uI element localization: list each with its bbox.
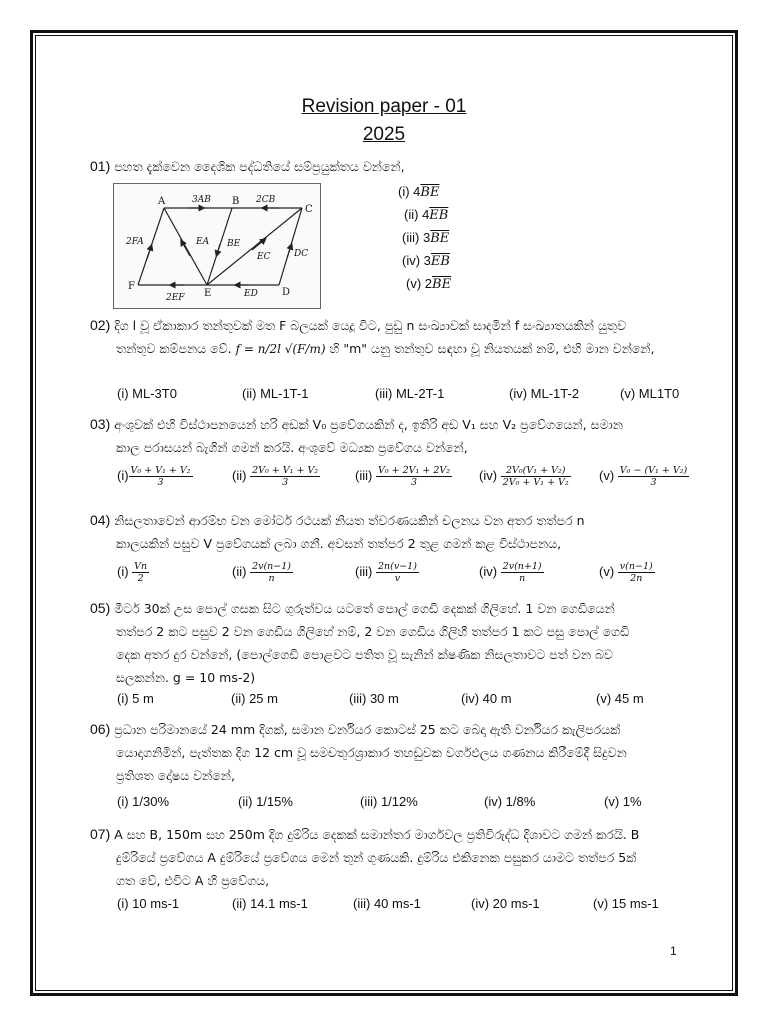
option-1[interactable]: (i) 1/30% <box>117 794 170 809</box>
question-text-line-1: A සහ B, 150m සහ 250m දිග දුම්රිය දෙකක් සමාන්තර මාර්ගවල ප්‍රතිවිරුද්ධ දිශාවට ගමන් කරයි. B <box>114 827 640 842</box>
option-1[interactable]: (i) 10 ms-1 <box>117 896 180 911</box>
option-5[interactable]: (v) 15 ms-1 <box>593 896 659 911</box>
label-B: B <box>232 196 240 207</box>
question-number: 01) <box>90 158 111 174</box>
question-number: 07) <box>90 826 111 842</box>
page-number: 1 <box>670 944 677 958</box>
question-2 <box>90 314 690 361</box>
option-1[interactable]: (i) 5 m <box>117 691 154 706</box>
label-E: E <box>204 288 212 299</box>
question-3 <box>90 413 690 459</box>
option-4[interactable]: (iv) $\frac{2v(n+1)}{n}$ <box>479 561 542 584</box>
question-text-line-2: කාලයකින් පසුව V ප්‍රවේගයක් ලබා ගනී. අවසන් තත්පර 2 තුළ ගමන් කළ විස්ථාපනය, <box>116 536 562 551</box>
option-1[interactable]: (i) ML-3T0 <box>117 386 177 401</box>
label-2ef: 2EF <box>166 293 185 303</box>
option-1[interactable]: (i) $4\overline{BE}$ <box>398 184 440 200</box>
question-5 <box>90 597 690 689</box>
option-2[interactable]: (ii) $4\overline{EB}$ <box>404 207 449 223</box>
question-text-line-3: ප්‍රතිශත දෝෂය වන්නේ, <box>116 768 235 783</box>
option-3[interactable]: (iii) 1/12% <box>360 794 418 809</box>
label-C: C <box>305 204 313 215</box>
question-number: 03) <box>90 416 111 432</box>
question-text-line-3: ගත වේ, එවිට A හි ප්‍රවේගය, <box>116 873 270 888</box>
question-text-line-2: කාල පරාසයන් බැගින් ගමන් කරයි. අංශුවේ මධ්‍යක ප්‍රවේගය වන්නේ, <box>116 440 468 455</box>
option-3[interactable]: (iii) $\frac{2n(v-1)}{v}$ <box>355 561 417 584</box>
question-4 <box>90 509 690 555</box>
label-A: A <box>158 196 166 207</box>
label-2cb: 2CB <box>256 195 276 205</box>
question-text-line-2: යොදාගනිමින්, පැත්තක දිග 12 cm වූ සමචතුරශ්‍රාකාර තහඩුවක වර්ගඵලය ගණනය කිරීමේදී සිදුවන <box>116 745 627 760</box>
formula: f = n/2l √(F/m) <box>235 342 326 356</box>
option-4[interactable]: (iv) 20 ms-1 <box>471 896 540 911</box>
question-text-line-1: ප්‍රධාන පරිමානයේ 24 mm දිගක්, සමාන වර්නියර කොටස් 25 කට බෙදා ඇති වර්නියර කැලිපරයක් <box>114 722 621 737</box>
question-text-line-1: නිසලතාවෙන් ආරම්භ වන මෝටර් රථයක් නියත ත්වරණයකින් චලනය වන අතර තත්පර n <box>114 513 585 528</box>
question-text-line-1: දිග l වූ ඒකාකාර තන්තුවක් මත F බලයක් යෙදූ විට, පුඩු n සංඛ්‍යාවක් සාදමින් f සංඛ්‍යාතයකින් යුතුව <box>114 318 627 333</box>
question-1-options <box>398 180 451 295</box>
question-number: 04) <box>90 512 111 528</box>
option-4[interactable]: (iv) 1/8% <box>484 794 536 809</box>
label-dc: DC <box>294 249 309 259</box>
option-3[interactable]: (iii) 30 m <box>349 691 399 706</box>
option-2[interactable]: (ii) 1/15% <box>238 794 293 809</box>
vector-diagram <box>113 183 321 309</box>
question-text: පහත දැක්වෙන දෛශික පද්ධතියේ සම්ප්‍රයුක්තය වන්නේ, <box>114 159 405 174</box>
question-number: 05) <box>90 600 111 616</box>
option-5[interactable]: (v) 45 m <box>596 691 644 706</box>
option-2[interactable]: (ii) $\frac{\text{2V₀ + V₁ + V₂}}{3}$ <box>232 465 319 488</box>
option-3[interactable]: (iii) $3\overline{BE}$ <box>402 230 450 246</box>
question-text-line-2: දුම්රියේ ප්‍රවේගය A දුම්රියේ ප්‍රවේගය මෙන් තුන් ගුණයකි. දුම්රිය එකිනෙක පසුකර යාමට තත්පර 5ක් <box>116 850 637 865</box>
option-5[interactable]: (v) ML1T0 <box>620 386 680 401</box>
option-4[interactable]: (iv) $3\overline{EB}$ <box>402 253 450 269</box>
option-1[interactable]: (i) $\frac{\text{V₀ + V₁ + V₂}}{3}$ <box>117 465 191 488</box>
question-text-line-1: අංශුවක් එහි විස්ථාපනයෙන් හරි අඩක් V₀ ප්‍රවේගයකින් ද, ඉතිරි අඩ V₁ සහ V₂ ප්‍රවේගයෙන්, සමාන <box>114 417 623 432</box>
label-F: F <box>128 281 135 292</box>
question-text-line-1: මීටර් 30ක් උස පොල් ගසක සිට ගුරුත්වය යටතේ පොල් ගෙඩි දෙකක් ගිලිහේ. 1 වන ගෙඩියෙන් <box>114 601 615 616</box>
label-2fa: 2FA <box>126 237 144 247</box>
option-4[interactable]: (iv) 40 m <box>461 691 512 706</box>
option-3[interactable]: (iii) $\frac{\text{V₀ + 2V₁ + 2V₂}}{3}$ <box>355 465 451 488</box>
label-be: BE <box>227 239 241 249</box>
paper-title: Revision paper - 01 <box>301 96 467 117</box>
question-text-line-4: සලකන්න. g = 10 ms-2) <box>116 670 256 685</box>
question-number: 02) <box>90 317 111 333</box>
option-5[interactable]: (v) 1% <box>604 794 642 809</box>
question-number: 06) <box>90 721 111 737</box>
option-3[interactable]: (iii) ML-2T-1 <box>375 386 445 401</box>
vector-diagram-svg <box>114 184 320 308</box>
option-1[interactable]: (i) $\frac{Vn}{2}$ <box>117 561 148 584</box>
question-6 <box>90 718 690 787</box>
option-3[interactable]: (iii) 40 ms-1 <box>353 896 421 911</box>
label-ed: ED <box>244 289 258 299</box>
label-3ab: 3AB <box>192 195 211 205</box>
question-text-line-2: තත්පර 2 කට පසුව 2 වන ගෙඩිය ගිලිහේ නම්, 2 වන ගෙඩිය ගිලිහී තත්පර 1 කට පසු පොල් ගෙඩි <box>116 624 630 639</box>
question-text-line-3: දෙක අතර දුර වන්නේ, (පොල්ගෙඩි පොළවට පතිත වූ සැනින් ක්ෂණික නිසලතාවට පත් වන බව <box>116 647 613 662</box>
question-text-line-2: තන්තුව කම්පනය වේ. <box>116 341 232 356</box>
question-1 <box>90 155 690 178</box>
option-4[interactable]: (iv) ML-1T-2 <box>509 386 580 401</box>
label-D: D <box>282 287 291 298</box>
option-4[interactable]: (iv) $\frac{\text{2V₀(V₁ + V₂)}}{\text{2V₀ + V₁ + V₂}}$ <box>479 465 569 488</box>
option-5[interactable]: (v) $\frac{\text{V₀ − (V₁ + V₂)}}{3}$ <box>599 465 688 488</box>
option-2[interactable]: (ii) $\frac{2v(n-1)}{n}$ <box>232 561 292 584</box>
option-2[interactable]: (ii) 25 m <box>231 691 278 706</box>
label-ea: EA <box>196 237 210 247</box>
question-7 <box>90 823 690 892</box>
option-5[interactable]: (v) $\frac{v(n-1)}{2n}$ <box>599 561 653 584</box>
label-ec: EC <box>257 252 271 262</box>
option-2[interactable]: (ii) 14.1 ms-1 <box>232 896 308 911</box>
option-5[interactable]: (v) $2\overline{BE}$ <box>406 276 452 292</box>
paper-year: 2025 <box>362 124 406 145</box>
question-text-line-2b: හි "m" යනු තන්තුව සඳහා වූ නියතයක් නම්, එහි මාන වන්නේ, <box>329 341 655 356</box>
option-2[interactable]: (ii) ML-1T-1 <box>242 386 309 401</box>
